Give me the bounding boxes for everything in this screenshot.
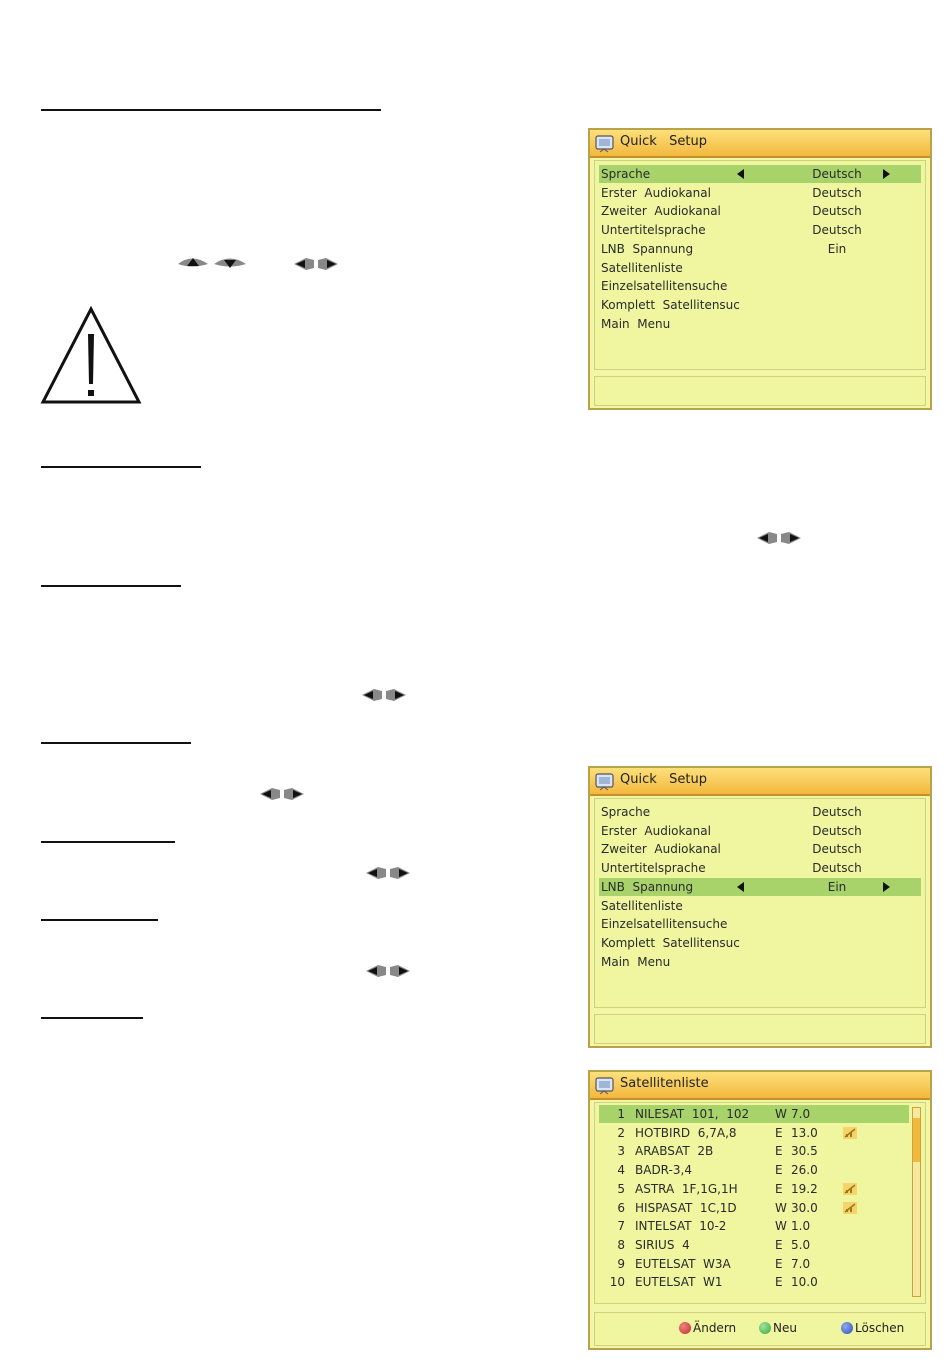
- menu-item[interactable]: [599, 840, 921, 858]
- menu-item[interactable]: [599, 221, 921, 239]
- menu-body: [594, 160, 926, 370]
- satellite-position: 7.0: [791, 1107, 811, 1121]
- satellite-name: BADR-3,4: [635, 1163, 692, 1178]
- menu-item-label: Erster Audiokanal: [601, 823, 711, 838]
- satellite-name: HOTBIRD 6,7A,8: [635, 1125, 737, 1140]
- tv-icon: [594, 1075, 616, 1095]
- satellite-direction: E: [775, 1163, 783, 1178]
- panel-title: Satellitenliste: [620, 1076, 709, 1091]
- heading-underline: [41, 585, 181, 587]
- menu-item[interactable]: [599, 897, 921, 915]
- satellite-number: 2: [617, 1125, 625, 1140]
- menu-item-value: Deutsch: [812, 842, 862, 857]
- panel-footer: [594, 1312, 926, 1346]
- satellite-row[interactable]: [599, 1255, 909, 1273]
- menu-item[interactable]: [599, 878, 921, 896]
- satellite-name: NILESAT 101, 102: [635, 1107, 750, 1121]
- arrow-right-icon[interactable]: [883, 882, 890, 892]
- delete-button[interactable]: [841, 1321, 904, 1335]
- satellite-position: 1.0: [791, 1219, 811, 1234]
- quick-setup-panel: [588, 766, 932, 1048]
- menu-item[interactable]: [599, 259, 921, 277]
- menu-item-label: Satellitenliste: [601, 260, 683, 275]
- up-down-arrows-icon: [176, 255, 248, 273]
- left-right-arrows-icon: [364, 963, 412, 979]
- menu-item-label: Sprache: [601, 805, 651, 819]
- new-button-label: Neu: [773, 1321, 797, 1335]
- panel-footer: [594, 376, 926, 406]
- satellite-row[interactable]: [599, 1180, 909, 1198]
- quick-setup-panel: [588, 128, 932, 410]
- signal-icon: [843, 1183, 857, 1195]
- menu-item[interactable]: [599, 953, 921, 971]
- satellite-position: 30.0: [791, 1200, 818, 1215]
- satellite-row[interactable]: [599, 1273, 909, 1291]
- satellite-row[interactable]: [599, 1105, 909, 1123]
- menu-item-value: Deutsch: [812, 805, 862, 819]
- satellite-name: HISPASAT 1C,1D: [635, 1200, 737, 1215]
- menu-item-label: Komplett Satellitensuc: [601, 297, 740, 312]
- menu-item-label: Main Menu: [601, 316, 671, 331]
- satellite-name: ARABSAT 2B: [635, 1144, 714, 1159]
- menu-item-label: Einzelsatellitensuche: [601, 917, 728, 932]
- arrow-right-icon[interactable]: [883, 169, 890, 179]
- tv-icon: [594, 771, 616, 791]
- menu-item[interactable]: [599, 165, 921, 183]
- arrow-left-icon[interactable]: [737, 882, 744, 892]
- scrollbar[interactable]: [912, 1107, 921, 1297]
- menu-item-label: Untertitelsprache: [601, 223, 706, 238]
- satellite-row[interactable]: [599, 1124, 909, 1142]
- menu-item-label: Erster Audiokanal: [601, 185, 711, 200]
- satellite-position: 30.5: [791, 1144, 818, 1159]
- heading-underline: [41, 109, 381, 111]
- menu-item-label: Untertitelsprache: [601, 861, 706, 876]
- signal-icon: [843, 1202, 857, 1214]
- satellite-name: EUTELSAT W3A: [635, 1256, 731, 1271]
- satellite-row[interactable]: [599, 1161, 909, 1179]
- blue-button-icon: [841, 1322, 853, 1334]
- edit-button-label: Ändern: [693, 1321, 737, 1335]
- panel-title: Quick Setup: [620, 772, 707, 787]
- satellite-name: SIRIUS 4: [635, 1237, 690, 1252]
- satellite-number: 8: [617, 1237, 625, 1252]
- menu-item-value: Deutsch: [812, 223, 862, 238]
- green-button-icon: [759, 1322, 771, 1334]
- menu-body: [594, 798, 926, 1008]
- satellite-number: 10: [609, 1275, 625, 1290]
- menu-item-value: Deutsch: [812, 204, 862, 219]
- satellite-name: EUTELSAT W1: [635, 1275, 723, 1290]
- satellite-number: 9: [617, 1256, 625, 1271]
- menu-item[interactable]: [599, 277, 921, 295]
- menu-item[interactable]: [599, 202, 921, 220]
- satellite-direction: W: [775, 1200, 787, 1215]
- red-button-icon: [679, 1322, 691, 1334]
- menu-item-label: Satellitenliste: [601, 898, 683, 913]
- satellite-number: 1: [617, 1107, 625, 1121]
- panel-title-bar: [590, 130, 930, 158]
- heading-underline: [41, 841, 175, 843]
- satellite-name: ASTRA 1F,1G,1H: [635, 1181, 738, 1196]
- satellite-position: 7.0: [791, 1256, 811, 1271]
- left-right-arrows-icon: [364, 865, 412, 881]
- menu-item[interactable]: [599, 803, 921, 821]
- left-right-arrows-icon: [292, 256, 340, 272]
- menu-item[interactable]: [599, 315, 921, 333]
- left-right-arrows-icon: [755, 530, 803, 546]
- satellite-position: 13.0: [791, 1125, 818, 1140]
- menu-item-label: Zweiter Audiokanal: [601, 204, 721, 219]
- menu-item[interactable]: [599, 934, 921, 952]
- satellite-direction: E: [775, 1144, 783, 1159]
- menu-item-value: Deutsch: [812, 861, 862, 876]
- heading-underline: [41, 919, 158, 921]
- satellite-direction: W: [775, 1107, 787, 1121]
- satellite-direction: W: [775, 1219, 787, 1234]
- menu-item-value: Ein: [827, 241, 847, 256]
- menu-item-label: LNB Spannung: [601, 241, 694, 256]
- satellite-name: INTELSAT 10-2: [635, 1219, 727, 1234]
- menu-item-value: Deutsch: [812, 167, 862, 181]
- panel-title: Quick Setup: [620, 134, 707, 149]
- menu-item-label: Einzelsatellitensuche: [601, 279, 728, 294]
- satellite-row[interactable]: [599, 1236, 909, 1254]
- left-right-arrows-icon: [258, 786, 306, 802]
- menu-item[interactable]: [599, 822, 921, 840]
- satellite-position: 10.0: [791, 1275, 818, 1290]
- warning-triangle-icon: [40, 306, 142, 406]
- edit-button[interactable]: [679, 1321, 736, 1335]
- satellite-list-panel: [588, 1070, 932, 1350]
- satellite-direction: E: [775, 1256, 783, 1271]
- satellite-direction: E: [775, 1237, 783, 1252]
- satellite-direction: E: [775, 1275, 783, 1290]
- heading-underline: [41, 466, 201, 468]
- panel-title-bar: [590, 768, 930, 796]
- left-right-arrows-icon: [360, 687, 408, 703]
- menu-item[interactable]: [599, 240, 921, 258]
- panel-footer: [594, 1014, 926, 1044]
- satellite-position: 26.0: [791, 1163, 818, 1178]
- satellite-row[interactable]: [599, 1199, 909, 1217]
- satellite-row[interactable]: [599, 1217, 909, 1235]
- menu-item-label: Main Menu: [601, 954, 671, 969]
- menu-item-label: Zweiter Audiokanal: [601, 842, 721, 857]
- satellite-number: 3: [617, 1144, 625, 1159]
- tv-icon: [594, 133, 616, 153]
- menu-item[interactable]: [599, 915, 921, 933]
- satellite-list-body: [594, 1102, 926, 1304]
- satellite-number: 4: [617, 1163, 625, 1178]
- scrollbar-thumb[interactable]: [913, 1118, 920, 1162]
- satellite-row[interactable]: [599, 1142, 909, 1160]
- new-button[interactable]: [759, 1321, 797, 1335]
- signal-icon: [843, 1127, 857, 1139]
- menu-item-label: Komplett Satellitensuc: [601, 935, 740, 950]
- menu-item-value: Deutsch: [812, 823, 862, 838]
- menu-item-label: LNB Spannung: [601, 879, 694, 894]
- satellite-number: 6: [617, 1200, 625, 1215]
- satellite-position: 19.2: [791, 1181, 818, 1196]
- satellite-number: 7: [617, 1219, 625, 1234]
- satellite-direction: E: [775, 1125, 783, 1140]
- heading-underline: [41, 742, 191, 744]
- heading-underline: [41, 1017, 143, 1019]
- menu-item[interactable]: [599, 296, 921, 314]
- menu-item-value: Ein: [827, 879, 847, 894]
- menu-item[interactable]: [599, 859, 921, 877]
- satellite-position: 5.0: [791, 1237, 811, 1252]
- arrow-left-icon[interactable]: [737, 169, 744, 179]
- satellite-direction: E: [775, 1181, 783, 1196]
- menu-item-label: Sprache: [601, 167, 651, 181]
- panel-title-bar: [590, 1072, 930, 1100]
- menu-item-value: Deutsch: [812, 185, 862, 200]
- menu-item[interactable]: [599, 184, 921, 202]
- satellite-number: 5: [617, 1181, 625, 1196]
- delete-button-label: Löschen: [855, 1321, 905, 1335]
